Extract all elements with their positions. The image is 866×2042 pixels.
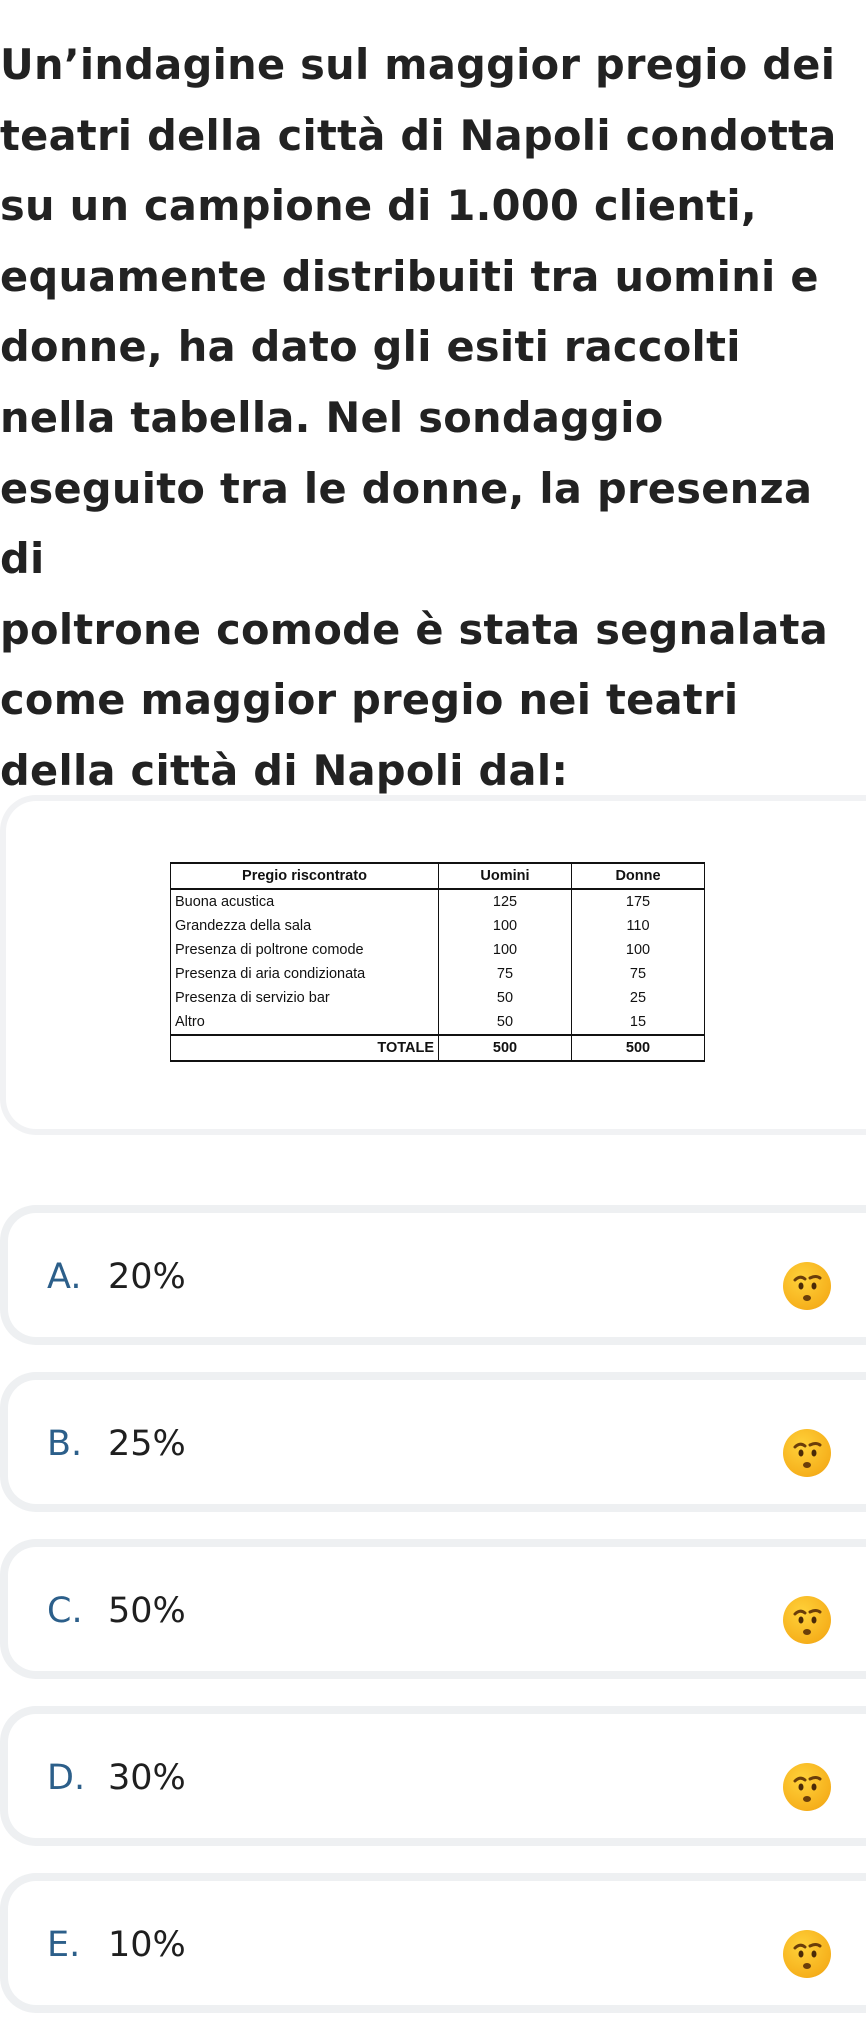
raised-eyebrow-emoji-icon[interactable] <box>783 1262 831 1310</box>
row-uomini: 100 <box>439 914 572 938</box>
table-row <box>171 914 705 938</box>
option-value: 50% <box>108 1591 186 1631</box>
raised-eyebrow-emoji-icon[interactable] <box>783 1596 831 1644</box>
row-uomini: 50 <box>439 1010 572 1035</box>
header-uomini: Uomini <box>439 863 572 889</box>
table-row <box>171 938 705 962</box>
answer-option-b[interactable] <box>0 1372 866 1512</box>
option-value: 20% <box>108 1257 186 1297</box>
question-text: Un’indagine sul maggior pregio dei teatri della città di Napoli condotta su un campione di 1.000 clienti, equamente distribuiti tra uomini e donne, ha dato gli esiti raccolti nella tabella. Nel sondaggio eseguito tra le donne, la presenza di poltrone comode è stata segnalata come maggior pregio nei teatri della città di Napoli dal: <box>0 40 837 795</box>
table-row <box>171 1010 705 1035</box>
option-value: 10% <box>108 1925 186 1965</box>
table-total-row <box>171 1035 705 1061</box>
row-uomini: 50 <box>439 986 572 1010</box>
answer-option-c[interactable] <box>0 1539 866 1679</box>
row-donne: 175 <box>572 889 705 914</box>
row-uomini: 125 <box>439 889 572 914</box>
row-uomini: 100 <box>439 938 572 962</box>
raised-eyebrow-emoji-icon[interactable] <box>783 1429 831 1477</box>
row-label: Presenza di poltrone comode <box>171 938 439 962</box>
total-label: TOTALE <box>171 1035 439 1061</box>
answer-option-e[interactable] <box>0 1873 866 2013</box>
option-letter: A. <box>47 1257 82 1297</box>
option-letter: D. <box>47 1758 86 1798</box>
row-uomini: 75 <box>439 962 572 986</box>
row-label: Presenza di servizio bar <box>171 986 439 1010</box>
table-row <box>171 962 705 986</box>
row-label: Altro <box>171 1010 439 1035</box>
raised-eyebrow-emoji-icon[interactable] <box>783 1930 831 1978</box>
row-donne: 110 <box>572 914 705 938</box>
total-donne: 500 <box>572 1035 705 1061</box>
header-donne: Donne <box>572 863 705 889</box>
row-label: Grandezza della sala <box>171 914 439 938</box>
row-donne: 25 <box>572 986 705 1010</box>
answer-option-d[interactable] <box>0 1706 866 1846</box>
total-uomini: 500 <box>439 1035 572 1061</box>
row-donne: 15 <box>572 1010 705 1035</box>
table-header-row <box>171 863 705 889</box>
row-label: Presenza di aria condizionata <box>171 962 439 986</box>
row-donne: 75 <box>572 962 705 986</box>
row-label: Buona acustica <box>171 889 439 914</box>
option-letter: C. <box>47 1591 83 1631</box>
table-row <box>171 986 705 1010</box>
table-row <box>171 889 705 914</box>
option-letter: E. <box>47 1925 81 1965</box>
survey-table <box>170 862 705 1062</box>
option-letter: B. <box>47 1424 83 1464</box>
header-pregio: Pregio riscontrato <box>171 863 439 889</box>
table-card <box>0 795 866 1135</box>
option-value: 25% <box>108 1424 186 1464</box>
answer-option-a[interactable] <box>0 1205 866 1345</box>
option-value: 30% <box>108 1758 186 1798</box>
raised-eyebrow-emoji-icon[interactable] <box>783 1763 831 1811</box>
row-donne: 100 <box>572 938 705 962</box>
